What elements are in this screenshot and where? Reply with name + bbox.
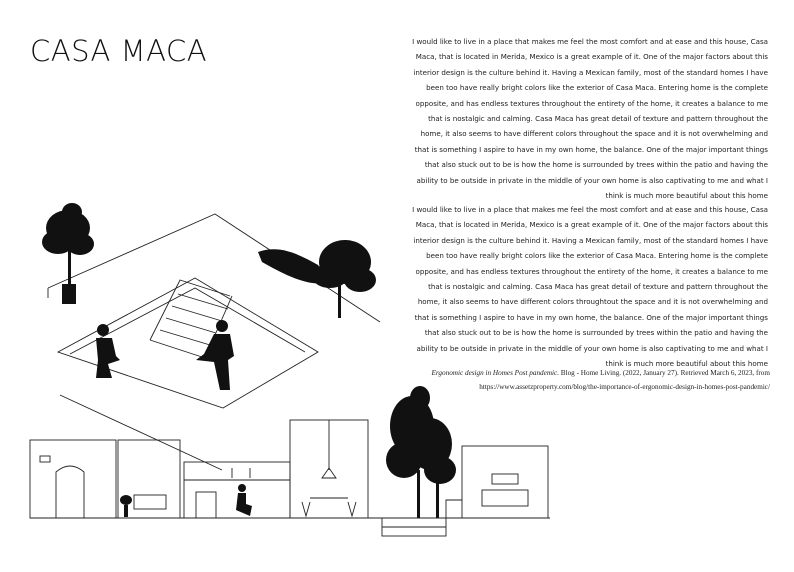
citation-details: Blog - Home Living. (2022, January 27). Retrieved March 6, 2023, from https://www.assetzproperty.com/blog/the-importance-of-ergonomic-design-in-homes-post-pandemic/ (479, 369, 770, 391)
body-paragraph-1: I would like to live in a place that makes me feel the most comfort and at ease and this house, Casa Maca, that is located in Merida, Mexico is a great example of it. One of the major factors about this interior design is the culture behind it. Having a Mexican family, most of the standard homes I have been too have really bright colors like the exterior of Casa Maca. Entering home is the complete opposite, and has endless textures throughout the entirety of the home, it creates a balance to me that is nostalgic and calming. Casa Maca has great detail of texture and pattern throughout the home, it also seems to have different colors throughout the space and it is not overwhelming and that is something I aspire to have in my own home, the balance. One of the major important things that also stuck out to be is how the home is surrounded by trees within the patio and having the ability to be outside in private in the middle of your own home is also captivating to me and what I think is much more beautiful about this home (412, 37, 768, 201)
page-title: CASA MACA (30, 34, 208, 68)
small-plant-icon (120, 495, 132, 517)
citation-source-title: Ergonomic design in Homes Post pandemic. (431, 369, 559, 377)
dining-chairs-icon (302, 502, 356, 516)
patio-trees-icon (386, 386, 456, 518)
seated-figure-icon (236, 484, 252, 516)
body-paragraph-2: I would like to live in a place that makes me feel the most comfort and at ease and this house, Casa Maca, that is located in Merida, Mexico is a great example of it. One of the major factors about this interior design is the culture behind it. Having a Mexican family, most of the standard homes I have been too have really bright colors like the exterior of Casa Maca. Entering home is the complete opposite, and has endless textures throughout the entirety of the home, it creates a balance to me that is nostalgic and calming. Casa Maca has great detail of texture and pattern throughout the home, it also seems to have different colors throughtout the space and it is not overwhelming and that is something I aspire to have in my own home, the balance. One of the major important things that also stuck out to be is how the home is surrounded by trees within the patio and having the ability to be outside in private in the middle of your own home is also captivating to me and what I think is much more beautiful about this home (412, 205, 768, 369)
